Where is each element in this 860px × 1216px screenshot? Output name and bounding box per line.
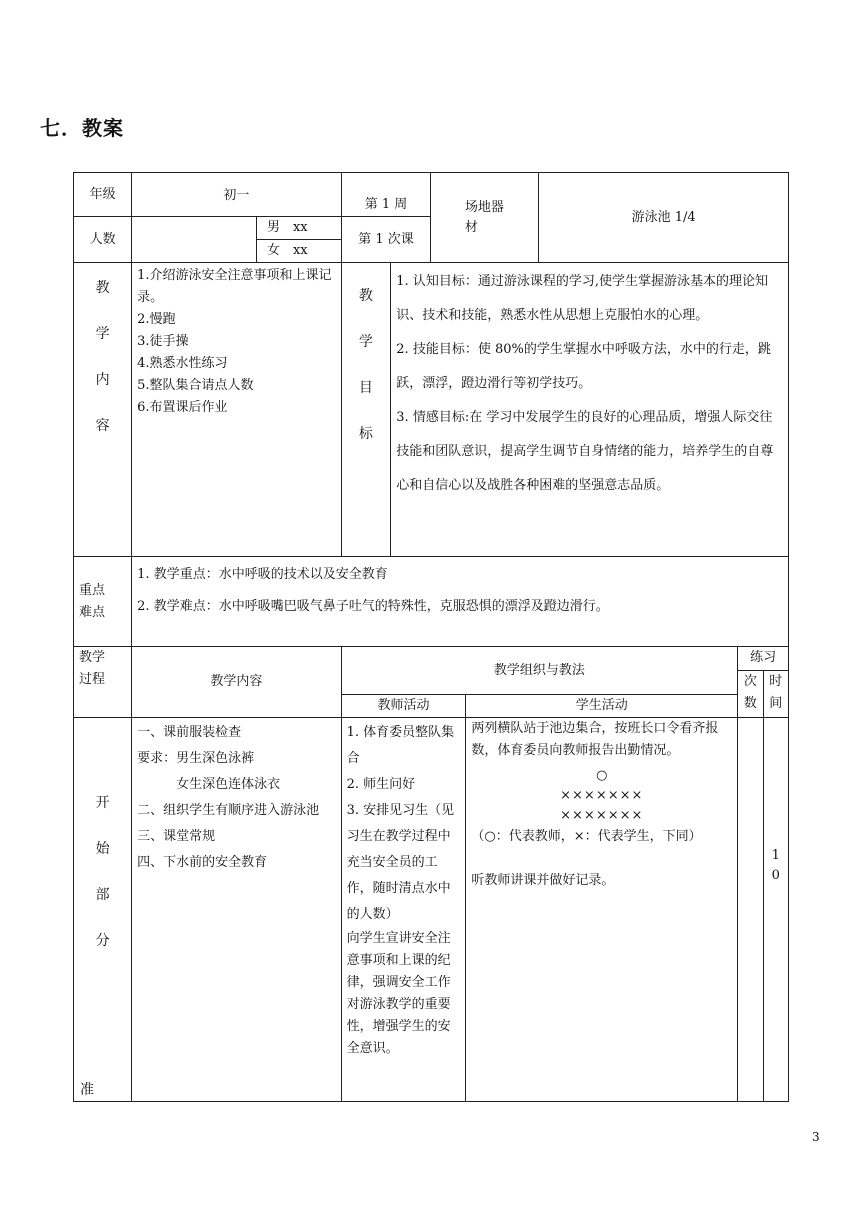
start-content xyxy=(132,718,341,1102)
teacher-step: 1. 体育委员整队集合 xyxy=(346,725,455,766)
times-header xyxy=(738,671,763,718)
content-label-char: 教 xyxy=(95,280,110,296)
formation-diagram xyxy=(471,766,732,826)
venue-label-text: 场地器材 xyxy=(464,199,504,235)
goals-label-char: 目 xyxy=(358,380,373,396)
goal-item: 1. 认知目标：通过游泳课程的学习,使学生掌握游泳基本的理论知识、技术和技能，熟悉水性从思想上克服怕水的心理。 xyxy=(396,274,768,323)
start-label-char: 开 xyxy=(95,795,110,811)
content-label xyxy=(74,263,132,557)
times-header-line: 数 xyxy=(743,696,757,711)
teacher-step: 3. 安排见习生（见习生在教学过程中充当安全员的工作，随时清点水中的人数） xyxy=(346,803,455,922)
list-item: 二、组织学生有顺序进入游泳池 xyxy=(137,803,320,818)
venue-label xyxy=(431,173,539,263)
students-label: 人数 xyxy=(74,217,132,263)
duration-header-line: 间 xyxy=(769,696,783,711)
list-item: 三、课堂常规 xyxy=(137,829,216,844)
process-label xyxy=(74,647,132,718)
page-number: 3 xyxy=(812,1130,820,1144)
formation-legend: （○：代表教师，×：代表学生，下同） xyxy=(471,829,702,844)
list-item: 6.布置课后作业 xyxy=(137,400,228,415)
list-item: 4.熟悉水性练习 xyxy=(137,356,228,371)
list-item: 3.徒手操 xyxy=(137,334,189,349)
list-item: 四、下水前的安全教育 xyxy=(137,855,268,870)
teacher-step: 2. 师生问好 xyxy=(346,777,416,792)
student-activity xyxy=(466,718,738,1102)
times-cell xyxy=(738,718,763,1102)
key-points-label-line: 重点 xyxy=(79,582,106,598)
week-label: 第 1 周 xyxy=(341,173,431,217)
page-heading: 七．教案 xyxy=(40,116,124,140)
teacher-activity xyxy=(341,718,466,1102)
list-item: 要求：男生深色泳裤 xyxy=(137,751,255,766)
grade-label: 年级 xyxy=(74,173,132,217)
start-section-label xyxy=(74,718,132,1102)
students-blank xyxy=(132,217,257,263)
student-intro: 两列横队站于池边集合，按班长口令看齐报数，体育委员向教师报告出勤情况。 xyxy=(471,721,719,758)
list-item: 2.慢跑 xyxy=(137,312,176,327)
goals-label-char: 教 xyxy=(358,288,373,304)
female-count: 女 xx xyxy=(266,243,308,258)
venue-value: 游泳池 1/4 xyxy=(539,173,789,263)
content-label-char: 学 xyxy=(95,326,110,342)
duration-header-line: 时 xyxy=(769,674,783,689)
lesson-plan-table xyxy=(73,172,789,1102)
goal-item: 3. 情感目标:在 学习中发展学生的良好的心理品质，增强人际交往技能和团队意识，提高学生调节自身情绪的能力，培养学生的自尊心和自信心以及战胜各种困难的坚强意志品质。 xyxy=(396,410,774,493)
content-list xyxy=(132,263,341,557)
start-label-char: 部 xyxy=(95,887,110,903)
teacher-header: 教师活动 xyxy=(341,695,466,718)
student-row: ××××××× xyxy=(560,808,644,823)
process-label-line: 过程 xyxy=(79,672,106,687)
goal-item: 2. 技能目标：使 80%的学生掌握水中呼吸方法，水中的行走，跳跃，漂浮，蹬边滑行等初学技巧。 xyxy=(396,342,771,391)
start-label-char: 分 xyxy=(95,933,110,949)
content-header: 教学内容 xyxy=(132,647,341,718)
student-row: ××××××× xyxy=(560,788,644,803)
practice-header: 练习 xyxy=(738,647,789,671)
start-label-bottom: 准 xyxy=(80,1082,94,1098)
content-label-char: 容 xyxy=(95,418,110,434)
goals-list xyxy=(391,263,789,557)
list-item: 5.整队集合请点人数 xyxy=(137,378,254,393)
student-header: 学生活动 xyxy=(466,695,738,718)
male-count: 男 xx xyxy=(257,217,341,240)
times-header-line: 次 xyxy=(743,674,757,689)
student-listen: 听教师讲课并做好记录。 xyxy=(471,873,615,888)
teaching-difficulty: 2. 教学难点：水中呼吸嘴巴吸气鼻子吐气的特殊性，克服恐惧的漂浮及蹬边滑行。 xyxy=(137,599,609,614)
duration-digit: 0 xyxy=(771,868,780,883)
key-points-label xyxy=(74,557,132,647)
teacher-step: 向学生宣讲安全注意事项和上课的纪律，强调安全工作对游泳教学的重要性，增强学生的安全意识。 xyxy=(346,931,451,1056)
key-points xyxy=(132,557,789,647)
list-item: 女生深色连体泳衣 xyxy=(137,777,281,792)
start-label-char: 始 xyxy=(95,841,110,857)
key-points-label-line: 难点 xyxy=(79,604,106,620)
process-label-line: 教学 xyxy=(79,650,106,665)
organization-header: 教学组织与教法 xyxy=(341,647,738,695)
list-item: 1.介绍游泳安全注意事项和上课记录。 xyxy=(137,268,332,305)
duration-digit: 1 xyxy=(771,848,780,863)
grade-value: 初一 xyxy=(132,173,341,217)
goals-label-char: 学 xyxy=(358,334,373,350)
duration-cell xyxy=(763,718,788,1102)
duration-header xyxy=(763,671,788,718)
teaching-focus: 1. 教学重点：水中呼吸的技术以及安全教育 xyxy=(137,567,388,582)
teacher-marker: ○ xyxy=(596,768,608,783)
students-gender xyxy=(256,217,341,263)
goals-label xyxy=(341,263,391,557)
content-label-char: 内 xyxy=(95,372,110,388)
lesson-number: 第 1 次课 xyxy=(341,217,431,263)
goals-label-char: 标 xyxy=(358,426,373,442)
list-item: 一、课前服装检查 xyxy=(137,725,242,740)
